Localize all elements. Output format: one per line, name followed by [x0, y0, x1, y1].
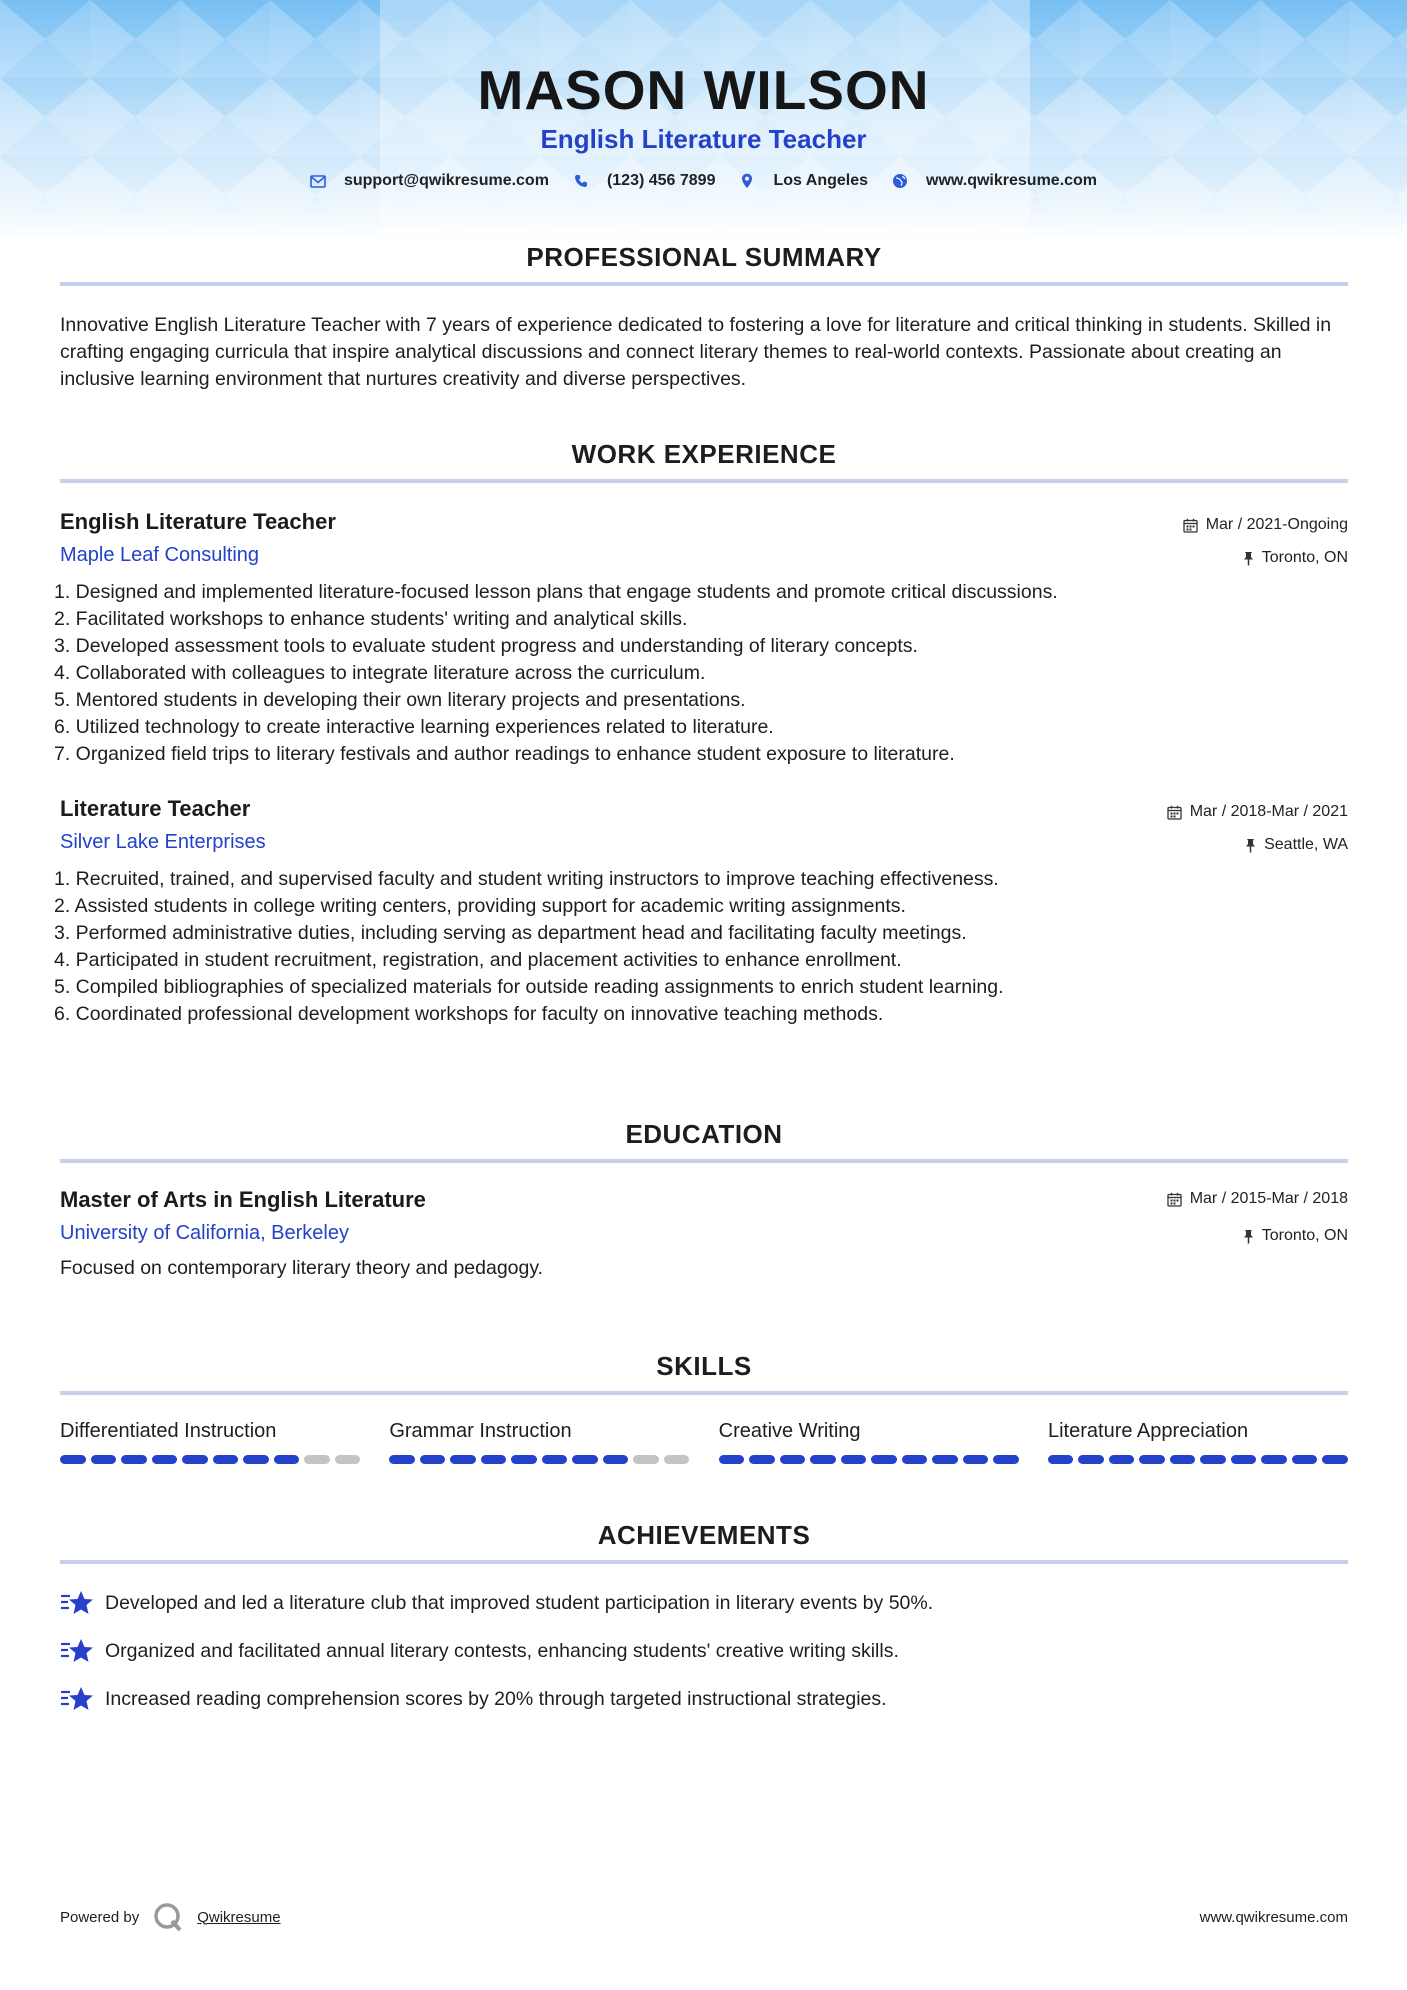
skill-level-bar — [719, 1455, 1019, 1464]
skill-segment-filled — [481, 1455, 507, 1464]
contact-bar — [0, 172, 1407, 190]
achievement-item: Developed and led a literature club that improved student participation in literary events by 50%. — [60, 1588, 1348, 1618]
skill-segment-filled — [1322, 1455, 1348, 1464]
skill-segment-filled — [274, 1455, 300, 1464]
skills-section — [60, 1349, 1348, 1464]
skill-segment-filled — [1231, 1455, 1257, 1464]
experience-section — [54, 437, 1348, 1028]
section-divider — [60, 1560, 1348, 1564]
degree-title: Master of Arts in English Literature — [60, 1187, 426, 1212]
skill-level-bar — [60, 1455, 360, 1464]
shooting-star-icon — [60, 1588, 94, 1618]
job-bullets — [54, 579, 1348, 768]
skill-segment-filled — [871, 1455, 897, 1464]
section-divider — [60, 1159, 1348, 1163]
job-entry — [54, 507, 1348, 768]
achievements-heading: ACHIEVEMENTS — [597, 1520, 811, 1550]
skill-segment-filled — [780, 1455, 806, 1464]
skill-segment-filled — [1078, 1455, 1104, 1464]
calendar-icon — [1167, 805, 1182, 820]
skill-segment-filled — [963, 1455, 989, 1464]
list-item: 2. Facilitated workshops to enhance students' writing and analytical skills. — [54, 608, 688, 630]
list-item: 4. Participated in student recruitment, registration, and placement activities to enhance enrollment. — [54, 949, 902, 971]
job-company: Silver Lake Enterprises — [60, 831, 266, 853]
achievement-item: Increased reading comprehension scores by 20% through targeted instructional strategies. — [60, 1684, 1348, 1714]
skill-segment-filled — [511, 1455, 537, 1464]
footer-website-link[interactable]: www.qwikresume.com — [1199, 1908, 1348, 1926]
pushpin-icon — [1243, 551, 1254, 566]
summary-section — [60, 240, 1348, 393]
candidate-title: English Literature Teacher — [540, 124, 867, 154]
skill-segment-filled — [1048, 1455, 1074, 1464]
skill-segment-filled — [1200, 1455, 1226, 1464]
skill-segment-empty — [633, 1455, 659, 1464]
qwikresume-logo-icon — [153, 1902, 183, 1932]
skill-segment-filled — [182, 1455, 208, 1464]
calendar-icon — [1183, 518, 1198, 533]
job-title: Literature Teacher — [60, 796, 251, 821]
skills-list — [60, 1417, 1348, 1464]
skill-segment-empty — [664, 1455, 690, 1464]
skill-segment-empty — [304, 1455, 330, 1464]
education-dates: Mar / 2015-Mar / 2018 — [1167, 1188, 1348, 1210]
education-section — [60, 1117, 1348, 1282]
skill-segment-filled — [603, 1455, 629, 1464]
shooting-star-icon — [60, 1684, 94, 1714]
contact-website-text: www.qwikresume.com — [926, 172, 1098, 189]
skill-name: Creative Writing — [718, 1420, 861, 1442]
candidate-name: MASON WILSON — [477, 59, 930, 121]
qwikresume-link[interactable]: Qwikresume — [197, 1908, 281, 1926]
list-item: 6. Utilized technology to create interactive learning experiences related to literature. — [54, 716, 774, 738]
job-company: Maple Leaf Consulting — [60, 544, 260, 566]
contact-email[interactable] — [310, 172, 549, 190]
skill-segment-filled — [932, 1455, 958, 1464]
list-item: 1. Designed and implemented literature-focused lesson plans that engage students and promote critical discussions. — [54, 581, 1058, 603]
skill-segment-filled — [749, 1455, 775, 1464]
list-item: 3. Developed assessment tools to evaluate student progress and understanding of literary concepts. — [54, 635, 918, 657]
skill-segment-filled — [91, 1455, 117, 1464]
map-pin-icon — [739, 173, 755, 189]
skill-segment-filled — [152, 1455, 178, 1464]
education-description: Focused on contemporary literary theory and pedagogy. — [60, 1257, 544, 1279]
experience-heading: WORK EXPERIENCE — [571, 439, 837, 469]
education-location: Toronto, ON — [1167, 1225, 1348, 1247]
skill-name: Differentiated Instruction — [60, 1420, 277, 1442]
achievement-item: Organized and facilitated annual literary contests, enhancing students' creative writing skills. — [60, 1636, 1348, 1666]
contact-website[interactable] — [892, 172, 1097, 190]
contact-location-text: Los Angeles — [773, 172, 869, 189]
list-item: 3. Performed administrative duties, including serving as department head and facilitating faculty meetings. — [54, 922, 967, 944]
pushpin-icon — [1243, 1229, 1254, 1244]
contact-phone[interactable] — [573, 172, 716, 190]
job-dates: Mar / 2018-Mar / 2021 — [1167, 801, 1348, 823]
skill-segment-filled — [572, 1455, 598, 1464]
job-title: English Literature Teacher — [60, 509, 336, 534]
list-item: 4. Collaborated with colleagues to integrate literature across the curriculum. — [54, 662, 706, 684]
section-divider — [60, 479, 1348, 483]
summary-text: Innovative English Literature Teacher with 7 years of experience dedicated to fostering a love for literature and critical thinking in students. Skilled in crafting engaging curricula that inspire analytical discussions and connect literary themes to real-world contexts. Passionate about creating an inclusive learning environment that nurtures creativity and diverse perspectives. — [60, 314, 1332, 390]
skill-segment-filled — [243, 1455, 269, 1464]
list-item: 5. Mentored students in developing their own literary projects and presentations. — [54, 689, 746, 711]
skill-item — [389, 1417, 689, 1464]
skill-segment-filled — [450, 1455, 476, 1464]
skill-segment-filled — [1261, 1455, 1287, 1464]
skill-segment-filled — [1109, 1455, 1135, 1464]
job-location: Toronto, ON — [1183, 547, 1348, 569]
section-divider — [60, 1391, 1348, 1395]
contact-location — [739, 172, 868, 190]
skill-segment-filled — [389, 1455, 415, 1464]
skill-segment-filled — [213, 1455, 239, 1464]
skill-segment-filled — [719, 1455, 745, 1464]
skill-name: Literature Appreciation — [1047, 1420, 1249, 1442]
job-bullets — [54, 866, 1348, 1028]
resume-header — [0, 0, 1407, 190]
skill-segment-filled — [1139, 1455, 1165, 1464]
skill-level-bar — [1048, 1455, 1348, 1464]
skill-segment-filled — [420, 1455, 446, 1464]
education-heading: EDUCATION — [625, 1119, 783, 1149]
globe-icon — [892, 173, 908, 189]
school-name: University of California, Berkeley — [60, 1222, 349, 1244]
summary-heading: PROFESSIONAL SUMMARY — [526, 242, 882, 272]
list-item: 5. Compiled bibliographies of specialized materials for outside reading assignments to enrich student learning. — [54, 976, 1004, 998]
skill-item — [60, 1417, 360, 1464]
job-dates: Mar / 2021-Ongoing — [1183, 514, 1348, 536]
skills-heading: SKILLS — [656, 1351, 752, 1381]
list-item: 2. Assisted students in college writing centers, providing support for academic writing assignments. — [54, 895, 906, 917]
list-item: 1. Recruited, trained, and supervised faculty and student writing instructors to improve teaching effectiveness. — [54, 868, 999, 890]
list-item: 6. Coordinated professional development workshops for faculty on innovative teaching methods. — [54, 1003, 884, 1025]
section-divider — [60, 282, 1348, 286]
pushpin-icon — [1245, 838, 1256, 853]
job-entry — [54, 794, 1348, 1028]
contact-phone-text: (123) 456 7899 — [606, 172, 716, 189]
education-entry — [60, 1185, 1348, 1282]
skill-segment-empty — [335, 1455, 361, 1464]
skill-segment-filled — [841, 1455, 867, 1464]
skill-segment-filled — [902, 1455, 928, 1464]
shooting-star-icon — [60, 1636, 94, 1666]
skill-item — [719, 1417, 1019, 1464]
skill-segment-filled — [121, 1455, 147, 1464]
phone-icon — [573, 173, 589, 189]
page-footer — [60, 1902, 1348, 1932]
calendar-icon — [1167, 1192, 1182, 1207]
envelope-icon — [310, 173, 326, 189]
skill-item — [1048, 1417, 1348, 1464]
achievements-list — [60, 1588, 1348, 1714]
achievements-section — [60, 1518, 1348, 1714]
skill-segment-filled — [810, 1455, 836, 1464]
skill-segment-filled — [1170, 1455, 1196, 1464]
contact-email-text: support@qwikresume.com — [343, 172, 549, 189]
job-location: Seattle, WA — [1167, 834, 1348, 856]
skill-segment-filled — [1292, 1455, 1318, 1464]
powered-by-label: Powered by — [60, 1908, 140, 1926]
skill-name: Grammar Instruction — [389, 1420, 572, 1442]
skill-level-bar — [389, 1455, 689, 1464]
skill-segment-filled — [60, 1455, 86, 1464]
list-item: 7. Organized field trips to literary festivals and author readings to enhance student exposure to literature. — [54, 743, 955, 765]
skill-segment-filled — [542, 1455, 568, 1464]
skill-segment-filled — [993, 1455, 1019, 1464]
